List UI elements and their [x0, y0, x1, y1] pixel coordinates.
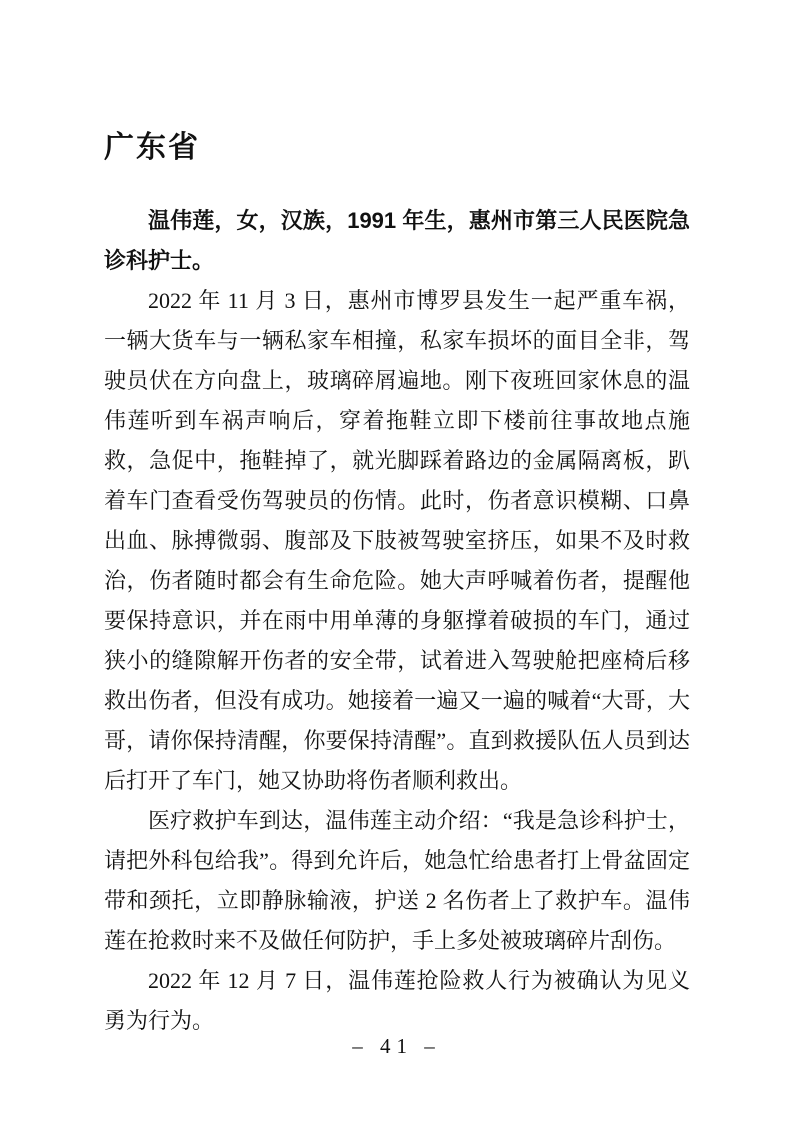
profile-paragraph: 温伟莲，女，汉族，1991 年生，惠州市第三人民医院急诊科护士。 — [104, 208, 690, 273]
section-heading: 广东省 — [104, 131, 200, 164]
page-number: – 41 – — [352, 1034, 441, 1058]
incident-paragraph: 2022 年 11 月 3 日，惠州市博罗县发生一起严重车祸，一辆大货车与一辆私家车相撞，私家车损坏的面目全非，驾驶员伏在方向盘上，玻璃碎屑遍地。刚下夜班回家休息的温伟莲听到车祸声响后，穿着拖鞋立即下楼前往事故地点施救，急促中，拖鞋掉了，就光脚踩着路边的金属隔离板，趴着车门查看受伤驾驶员的伤情。此时，伤者意识模糊、口鼻出血、脉搏微弱、腹部及下肢被驾驶室挤压，如果不及时救治，伤者随时都会有生命危险。她大声呼喊着伤者，提醒他要保持意识，并在雨中用单薄的身躯撑着破损的车门，通过狭小的缝隙解开伤者的安全带，试着进入驾驶舱把座椅后移救出伤者，但没有成功。她接着一遍又一遍的喊着“大哥，大哥，请你保持清醒，你要保持清醒”。直到救援队伍人员到达后打开了车门，她又协助将伤者顺利救出。 — [104, 288, 690, 793]
document-body — [104, 201, 690, 1041]
rescue-paragraph: 医疗救护车到达，温伟莲主动介绍：“我是急诊科护士，请把外科包给我”。得到允许后，她急忙给患者打上骨盆固定带和颈托，立即静脉输液，护送 2 名伤者上了救护车。温伟莲在抢救时来不及做任何防护，手上多处被玻璃碎片刮伤。 — [104, 808, 690, 953]
recognition-paragraph: 2022 年 12 月 7 日，温伟莲抢险救人行为被确认为见义勇为行为。 — [104, 968, 690, 1033]
